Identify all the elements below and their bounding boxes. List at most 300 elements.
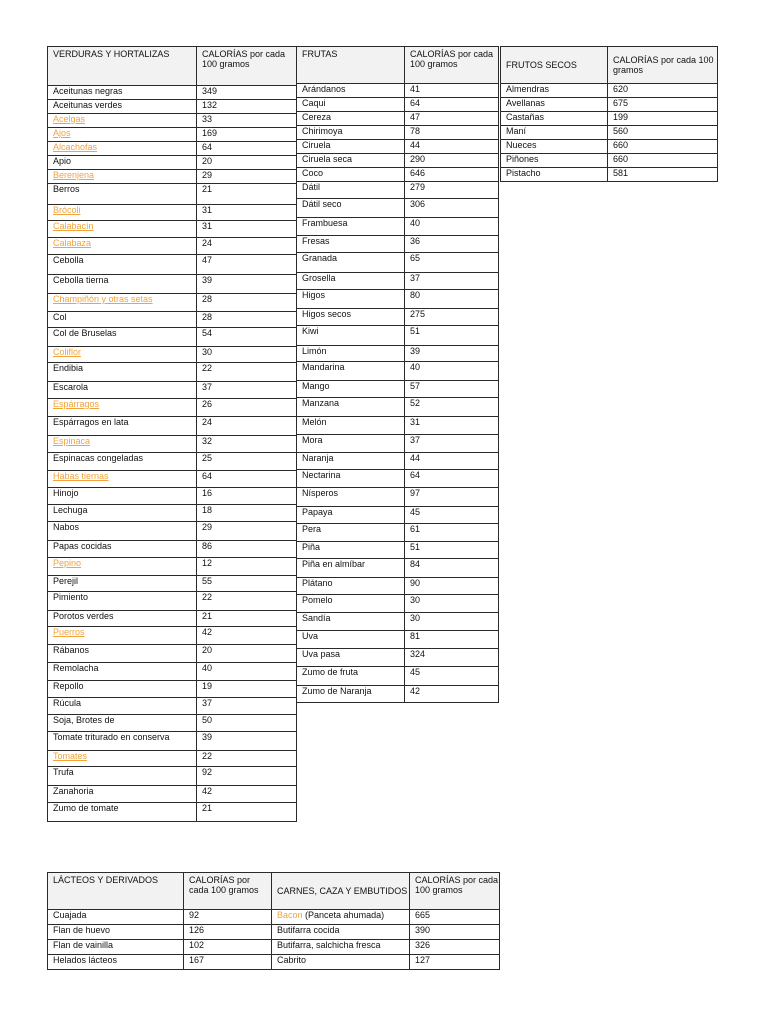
food-name <box>48 627 197 645</box>
table-row <box>48 363 297 382</box>
calories-value: 28 <box>197 312 297 328</box>
verduras-table <box>47 46 297 822</box>
table-row <box>501 140 718 154</box>
frutos-secos-table <box>500 46 718 182</box>
table-row <box>297 398 499 417</box>
food-name: Pomelo <box>297 595 405 613</box>
food-name: Espinacas congeladas <box>48 453 197 471</box>
column-header-calories: CALORÍAS por cada 100 gramos <box>197 47 297 86</box>
table-row <box>48 399 297 417</box>
food-name-link[interactable]: Ajos <box>53 128 71 138</box>
food-name <box>48 128 197 142</box>
table-row <box>297 631 499 649</box>
calories-value: 54 <box>197 328 297 347</box>
food-name-link[interactable]: Pepino <box>53 558 82 568</box>
calories-value: 31 <box>197 205 297 221</box>
column-header-category: LÁCTEOS Y DERIVADOS <box>48 873 184 910</box>
food-name: Melón <box>297 417 405 435</box>
table-row <box>48 453 297 471</box>
lacteos-table <box>47 872 272 970</box>
food-name: Cabrito <box>272 955 410 970</box>
calories-value: 126 <box>184 925 272 940</box>
table-row <box>48 128 297 142</box>
table-row <box>297 613 499 631</box>
food-name: Mora <box>297 435 405 453</box>
food-name-link[interactable]: Tomates <box>53 751 88 761</box>
table-row <box>48 255 297 275</box>
food-name: Piñones <box>501 154 608 168</box>
food-name: Espárragos en lata <box>48 417 197 436</box>
table-row <box>48 910 272 925</box>
table-row <box>48 86 297 100</box>
calories-value: 24 <box>197 238 297 255</box>
calories-value: 42 <box>197 786 297 803</box>
food-name: Nísperos <box>297 488 405 507</box>
table-row <box>297 524 499 542</box>
calories-value: 64 <box>405 470 499 488</box>
table-row <box>48 955 272 970</box>
food-name <box>48 221 197 238</box>
food-name: Aceitunas negras <box>48 86 197 100</box>
table-row <box>297 309 499 326</box>
calories-value: 47 <box>405 112 499 126</box>
column-header-calories: CALORÍAS por cada 100 gramos <box>184 873 272 910</box>
calories-value: 19 <box>197 681 297 698</box>
table-row <box>297 126 499 140</box>
food-name: Tomate triturado en conserva <box>48 732 197 751</box>
table-row <box>48 142 297 156</box>
calories-value: 675 <box>608 98 718 112</box>
table-row <box>297 559 499 578</box>
table-row <box>48 170 297 184</box>
table-row <box>48 786 297 803</box>
food-name: Cebolla <box>48 255 197 275</box>
frutas-table <box>296 46 499 703</box>
calories-value: 31 <box>197 221 297 238</box>
table-row <box>48 611 297 627</box>
food-name: Grosella <box>297 273 405 290</box>
food-name: Rúcula <box>48 698 197 715</box>
food-name <box>48 238 197 255</box>
calories-value: 64 <box>197 471 297 488</box>
food-name: Nabos <box>48 522 197 541</box>
food-name: Trufa <box>48 767 197 786</box>
calories-value: 28 <box>197 294 297 312</box>
lacteos-body <box>48 910 272 970</box>
table-row <box>48 645 297 663</box>
food-name <box>48 170 197 184</box>
food-name-link[interactable]: Calabaza <box>53 238 92 248</box>
food-name-link[interactable]: Champiñón y otras setas <box>53 294 153 304</box>
table-row <box>48 156 297 170</box>
calories-value: 57 <box>405 381 499 398</box>
table-row <box>48 312 297 328</box>
calories-value: 31 <box>405 417 499 435</box>
table-row <box>48 417 297 436</box>
calories-value: 665 <box>410 910 500 925</box>
calories-value: 39 <box>197 275 297 294</box>
food-name: Cuajada <box>48 910 184 925</box>
carnes-body <box>272 910 500 970</box>
food-name: Higos <box>297 290 405 309</box>
table-row <box>297 649 499 667</box>
calories-value: 21 <box>197 184 297 205</box>
calories-value: 51 <box>405 326 499 346</box>
food-name <box>48 142 197 156</box>
calories-value: 279 <box>405 182 499 199</box>
calories-value: 36 <box>405 236 499 253</box>
food-name: Ciruela seca <box>297 154 405 168</box>
calories-value: 26 <box>197 399 297 417</box>
calories-value: 40 <box>405 362 499 381</box>
food-name: Arándanos <box>297 84 405 98</box>
food-name: Papaya <box>297 507 405 524</box>
table-row <box>48 767 297 786</box>
food-name: Castañas <box>501 112 608 126</box>
column-header-calories: CALORÍAS por cada 100 gramos <box>405 47 499 84</box>
table-row <box>297 686 499 703</box>
table-row <box>501 98 718 112</box>
calories-value: 44 <box>405 140 499 154</box>
food-name-link[interactable]: Brócoli <box>53 205 81 215</box>
calories-value: 86 <box>197 541 297 558</box>
food-name: Caqui <box>297 98 405 112</box>
food-name: Remolacha <box>48 663 197 681</box>
verduras-body <box>48 86 297 822</box>
calories-value: 45 <box>405 507 499 524</box>
calories-value: 92 <box>184 910 272 925</box>
calories-value: 33 <box>197 114 297 128</box>
food-name: Pera <box>297 524 405 542</box>
food-name: Sandía <box>297 613 405 631</box>
calories-value: 390 <box>410 925 500 940</box>
food-name: Maní <box>501 126 608 140</box>
column-header-category: CARNES, CAZA Y EMBUTIDOS <box>272 873 410 910</box>
table-row <box>48 576 297 592</box>
food-name-link[interactable]: Calabacín <box>53 221 94 231</box>
calories-value: 660 <box>608 154 718 168</box>
table-row <box>501 112 718 126</box>
calories-value: 37 <box>197 698 297 715</box>
food-name: Avellanas <box>501 98 608 112</box>
calories-value: 42 <box>405 686 499 703</box>
food-name-rest: (Panceta ahumada) <box>302 910 385 920</box>
food-name: Soja, Brotes de <box>48 715 197 732</box>
table-row <box>297 199 499 218</box>
calories-value: 47 <box>197 255 297 275</box>
food-name <box>48 436 197 453</box>
table-row <box>501 84 718 98</box>
table-row <box>48 803 297 822</box>
table-row <box>297 381 499 398</box>
food-name: Zanahoria <box>48 786 197 803</box>
calories-value: 30 <box>197 347 297 363</box>
table-row <box>297 218 499 236</box>
table-row <box>297 667 499 686</box>
calories-value: 290 <box>405 154 499 168</box>
food-name-link[interactable]: Alcachofas <box>53 142 98 152</box>
table-row <box>48 114 297 128</box>
table-row <box>272 910 500 925</box>
table-row <box>48 382 297 399</box>
calories-value: 102 <box>184 940 272 955</box>
food-name <box>48 294 197 312</box>
food-name: Nectarina <box>297 470 405 488</box>
food-name <box>48 347 197 363</box>
food-name: Manzana <box>297 398 405 417</box>
calories-value: 349 <box>197 86 297 100</box>
table-row <box>501 126 718 140</box>
calories-value: 21 <box>197 803 297 822</box>
food-name: Zumo de Naranja <box>297 686 405 703</box>
calories-value: 24 <box>197 417 297 436</box>
food-name: Rábanos <box>48 645 197 663</box>
table-row <box>297 236 499 253</box>
food-name: Flan de huevo <box>48 925 184 940</box>
calories-value: 22 <box>197 592 297 611</box>
food-name-link[interactable]: Puerros <box>53 627 85 637</box>
calories-value: 16 <box>197 488 297 505</box>
calories-value: 30 <box>405 595 499 613</box>
table-row <box>48 275 297 294</box>
food-name <box>48 205 197 221</box>
table-row <box>297 595 499 613</box>
calories-value: 81 <box>405 631 499 649</box>
calories-value: 37 <box>405 435 499 453</box>
calories-value: 306 <box>405 199 499 218</box>
calories-value: 39 <box>197 732 297 751</box>
food-name: Higos secos <box>297 309 405 326</box>
table-row <box>297 488 499 507</box>
calories-value: 29 <box>197 170 297 184</box>
food-name: Butifarra cocida <box>272 925 410 940</box>
table-row <box>297 362 499 381</box>
table-row <box>297 507 499 524</box>
calories-value: 646 <box>405 168 499 182</box>
food-name-link[interactable]: Acelgas <box>53 114 86 124</box>
food-name: Ciruela <box>297 140 405 154</box>
table-row <box>48 925 272 940</box>
table-row <box>48 592 297 611</box>
food-name: Butifarra, salchicha fresca <box>272 940 410 955</box>
calories-value: 65 <box>405 253 499 273</box>
food-name: Cereza <box>297 112 405 126</box>
calories-value: 52 <box>405 398 499 417</box>
table-row <box>48 471 297 488</box>
food-name: Perejil <box>48 576 197 592</box>
food-name: Mango <box>297 381 405 398</box>
frutas-body <box>297 84 499 703</box>
table-row <box>297 346 499 362</box>
table-row <box>48 751 297 767</box>
food-name: Chirimoya <box>297 126 405 140</box>
table-row <box>297 470 499 488</box>
table-row <box>48 715 297 732</box>
column-header-category: VERDURAS Y HORTALIZAS <box>48 47 197 86</box>
food-name-link[interactable]: Espárragos <box>53 399 100 409</box>
calories-value: 41 <box>405 84 499 98</box>
calories-value: 37 <box>197 382 297 399</box>
calories-value: 560 <box>608 126 718 140</box>
table-row <box>297 98 499 112</box>
table-row <box>297 578 499 595</box>
food-name: Naranja <box>297 453 405 470</box>
table-row <box>48 681 297 698</box>
calories-value: 44 <box>405 453 499 470</box>
calories-value: 12 <box>197 558 297 576</box>
food-name-link[interactable]: Coliflor <box>53 347 82 357</box>
calories-value: 620 <box>608 84 718 98</box>
food-name-link[interactable]: Habas tiernas <box>53 471 109 481</box>
calories-value: 92 <box>197 767 297 786</box>
calories-value: 61 <box>405 524 499 542</box>
carnes-table <box>271 872 500 970</box>
calories-value: 29 <box>197 522 297 541</box>
table-row <box>48 663 297 681</box>
calories-value: 50 <box>197 715 297 732</box>
table-row <box>48 100 297 114</box>
food-name <box>48 471 197 488</box>
calories-value: 84 <box>405 559 499 578</box>
calories-value: 20 <box>197 645 297 663</box>
column-header-calories: CALORÍAS por cada 100 gramos <box>608 47 718 84</box>
table-row <box>297 542 499 559</box>
table-row <box>48 205 297 221</box>
table-row <box>48 221 297 238</box>
food-name: Fresas <box>297 236 405 253</box>
table-row <box>501 168 718 182</box>
food-name <box>48 399 197 417</box>
table-row <box>48 436 297 453</box>
table-row <box>297 290 499 309</box>
calories-value: 64 <box>405 98 499 112</box>
calories-value: 21 <box>197 611 297 627</box>
table-row <box>272 955 500 970</box>
food-name: Coco <box>297 168 405 182</box>
food-name: Col <box>48 312 197 328</box>
table-row <box>48 698 297 715</box>
calories-value: 90 <box>405 578 499 595</box>
food-name: Hinojo <box>48 488 197 505</box>
calories-value: 55 <box>197 576 297 592</box>
column-header-calories: CALORÍAS por cada 100 gramos <box>410 873 500 910</box>
food-name: Pimiento <box>48 592 197 611</box>
calories-value: 22 <box>197 363 297 382</box>
table-row <box>48 627 297 645</box>
food-name: Dátil <box>297 182 405 199</box>
food-name: Granada <box>297 253 405 273</box>
calories-value: 660 <box>608 140 718 154</box>
food-name <box>48 558 197 576</box>
table-row <box>48 184 297 205</box>
table-row <box>48 732 297 751</box>
food-name: Plátano <box>297 578 405 595</box>
table-row <box>297 326 499 346</box>
food-name <box>272 910 410 925</box>
calories-value: 40 <box>197 663 297 681</box>
food-name: Pistacho <box>501 168 608 182</box>
food-name: Cebolla tierna <box>48 275 197 294</box>
calories-value: 581 <box>608 168 718 182</box>
table-row <box>48 505 297 522</box>
calories-value: 132 <box>197 100 297 114</box>
food-name: Zumo de fruta <box>297 667 405 686</box>
food-name <box>48 114 197 128</box>
food-name: Apio <box>48 156 197 170</box>
food-name: Aceitunas verdes <box>48 100 197 114</box>
food-name: Uva <box>297 631 405 649</box>
table-row <box>48 488 297 505</box>
table-row <box>48 328 297 347</box>
table-row <box>297 154 499 168</box>
food-name: Kiwi <box>297 326 405 346</box>
calories-value: 64 <box>197 142 297 156</box>
table-row <box>297 182 499 199</box>
table-row <box>297 253 499 273</box>
food-name: Flan de vainilla <box>48 940 184 955</box>
table-row <box>272 925 500 940</box>
food-name: Papas cocidas <box>48 541 197 558</box>
food-name: Escarola <box>48 382 197 399</box>
table-row <box>297 273 499 290</box>
food-name-link[interactable]: Berenjena <box>53 170 95 180</box>
table-row <box>297 417 499 435</box>
food-name: Col de Bruselas <box>48 328 197 347</box>
food-name: Piña <box>297 542 405 559</box>
table-row <box>48 558 297 576</box>
table-row <box>48 541 297 558</box>
table-row <box>48 522 297 541</box>
calories-value: 326 <box>410 940 500 955</box>
column-header-category: FRUTOS SECOS <box>501 47 608 84</box>
food-name-accent: Bacon <box>277 910 303 920</box>
calories-value: 80 <box>405 290 499 309</box>
calories-value: 127 <box>410 955 500 970</box>
calories-value: 32 <box>197 436 297 453</box>
calories-value: 39 <box>405 346 499 362</box>
table-row <box>297 168 499 182</box>
calories-value: 30 <box>405 613 499 631</box>
table-row <box>297 112 499 126</box>
calories-value: 51 <box>405 542 499 559</box>
food-name: Mandarina <box>297 362 405 381</box>
calories-value: 167 <box>184 955 272 970</box>
food-name: Repollo <box>48 681 197 698</box>
table-row <box>501 154 718 168</box>
food-name: Frambuesa <box>297 218 405 236</box>
calories-value: 40 <box>405 218 499 236</box>
table-row <box>297 453 499 470</box>
food-name <box>48 751 197 767</box>
calories-value: 18 <box>197 505 297 522</box>
calories-value: 45 <box>405 667 499 686</box>
calories-value: 42 <box>197 627 297 645</box>
table-row <box>297 84 499 98</box>
food-name: Piña en almíbar <box>297 559 405 578</box>
food-name: Lechuga <box>48 505 197 522</box>
food-name-link[interactable]: Espinaca <box>53 436 91 446</box>
food-name: Almendras <box>501 84 608 98</box>
food-name: Dátil seco <box>297 199 405 218</box>
calories-value: 169 <box>197 128 297 142</box>
calories-value: 25 <box>197 453 297 471</box>
food-name: Helados lácteos <box>48 955 184 970</box>
frutos-secos-body <box>501 84 718 182</box>
table-row <box>48 238 297 255</box>
table-row <box>48 940 272 955</box>
table-row <box>48 294 297 312</box>
food-name: Nueces <box>501 140 608 154</box>
